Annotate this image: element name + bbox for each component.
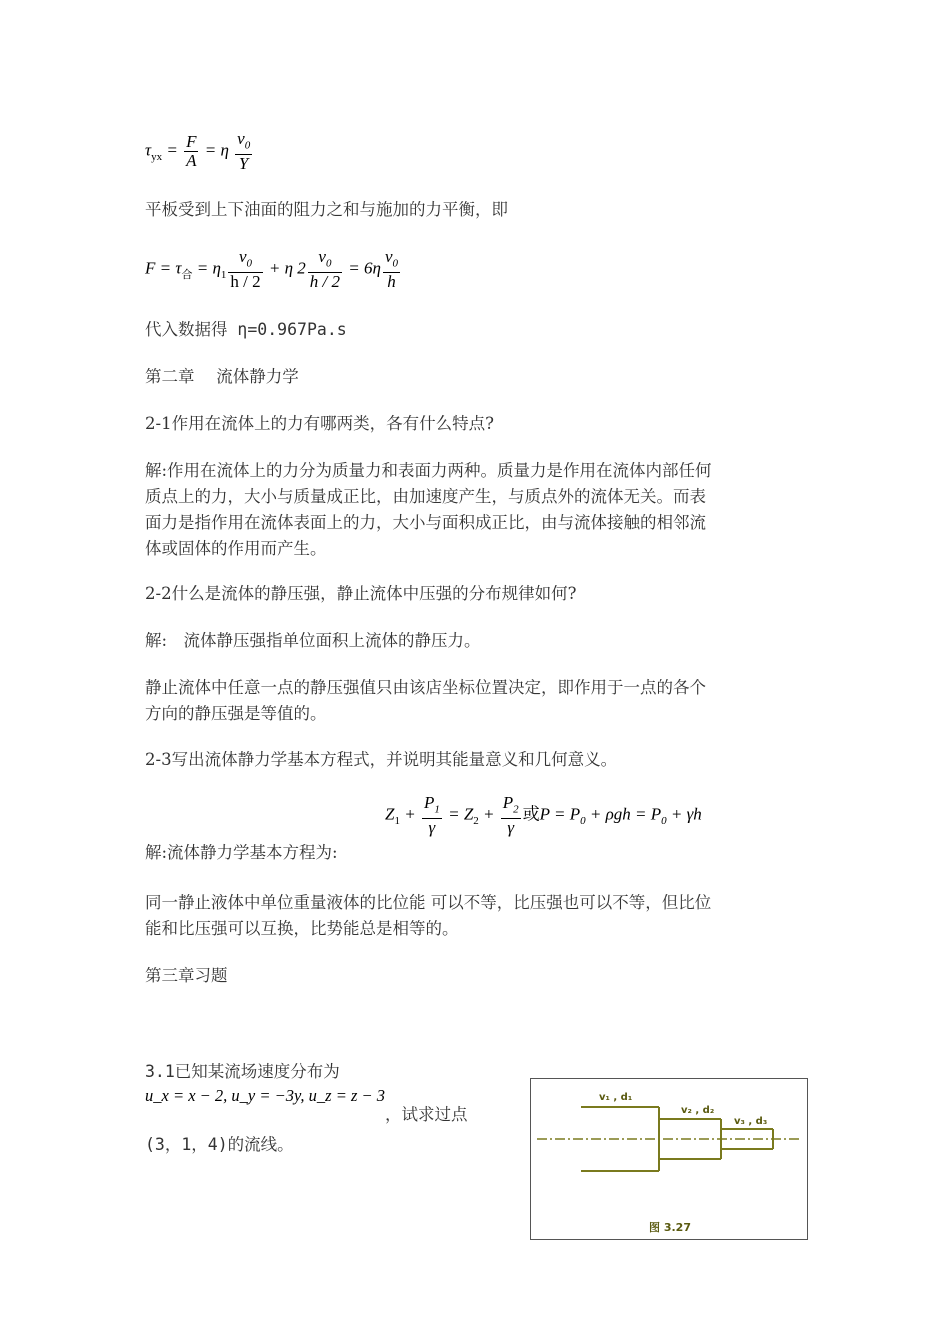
- pipe-diagram: [531, 1079, 807, 1239]
- question-3-1-line2: ，试求过点: [385, 1105, 468, 1124]
- balance-text: 平板受到上下油面的阻力之和与施加的力平衡，即: [145, 200, 508, 219]
- answer-2-2-line2: 静止流体中任意一点的静压强值只由该店坐标位置决定，即作用于一点的各个: [145, 678, 706, 697]
- answer-2-3-label: 解:流体静力学基本方程为:: [145, 843, 338, 862]
- answer-2-1-line1: 解:作用在流体上的力分为质量力和表面力两种。质量力是作用在流体内部任何: [145, 461, 712, 480]
- figure-3-27: [530, 1078, 808, 1240]
- question-2-3: 2-3写出流体静力学基本方程式，并说明其能量意义和几何意义。: [145, 750, 618, 769]
- answer-2-2-line1: 解: 流体静压强指单位面积上流体的静压力。: [145, 631, 481, 650]
- question-2-2: 2-2什么是流体的静压强，静止流体中压强的分布规律如何?: [145, 584, 577, 603]
- answer-2-3-line2: 能和比压强可以互换，比势能总是相等的。: [145, 919, 459, 938]
- force-balance-equation: $F = \tau_合 = \eta_1$ $\frac{\nu_0}{h / 2}$ + η 2 $\frac{\nu_0}{h / 2}$ = 6η $\frac{\nu_0}{h}$: [145, 247, 398, 292]
- label-v3-d3: v₃ , d₃: [734, 1116, 768, 1127]
- chapter3-heading: 第三章习题: [145, 966, 228, 985]
- label-v1-d1: v₁ , d₁: [599, 1092, 633, 1103]
- answer-2-1-line3: 面力是指作用在流体表面上的力，大小与面积成正比，由与流体接触的相邻流: [145, 513, 706, 532]
- question-3-1-line1: 3.1已知某流场速度分布为: [145, 1062, 340, 1081]
- shear-stress-equation: $\tau_{yx}$ = $\frac{F}{A}$ = η $\frac{\nu_0}{Y}$: [145, 129, 251, 174]
- answer-2-3-line1: 同一静止液体中单位重量液体的比位能 可以不等，比压强也可以不等，但比位: [145, 893, 712, 912]
- question-3-1-line3: (3，1，4)的流线。: [145, 1135, 294, 1154]
- question-3-1-equation: u_x = x − 2, u_y = −3y, u_z = z − 3: [145, 1086, 386, 1105]
- answer-2-1-line4: 体或固体的作用而产生。: [145, 539, 327, 558]
- chapter2-heading: 第二章 流体静力学: [145, 367, 299, 386]
- label-v2-d2: v₂ , d₂: [681, 1105, 715, 1116]
- answer-2-2-line3: 方向的静压强是等值的。: [145, 704, 327, 723]
- question-2-1: 2-1作用在流体上的力有哪两类，各有什么特点?: [145, 414, 494, 433]
- figure-caption: 图 3.27: [649, 1221, 691, 1234]
- hydrostatic-equation: $Z_1$ + $\frac{P_1}{\gamma}$ = $Z_2$ + $\frac{P_2}{\gamma}$ 或$P = P_0 + \rho gh = P_0 + \gamma h$: [385, 793, 702, 838]
- answer-2-1-line2: 质点上的力，大小与质量成正比，由加速度产生，与质点外的流体无关。而表: [145, 487, 706, 506]
- result-text: 代入数据得 η=0.967Pa.s: [145, 320, 347, 339]
